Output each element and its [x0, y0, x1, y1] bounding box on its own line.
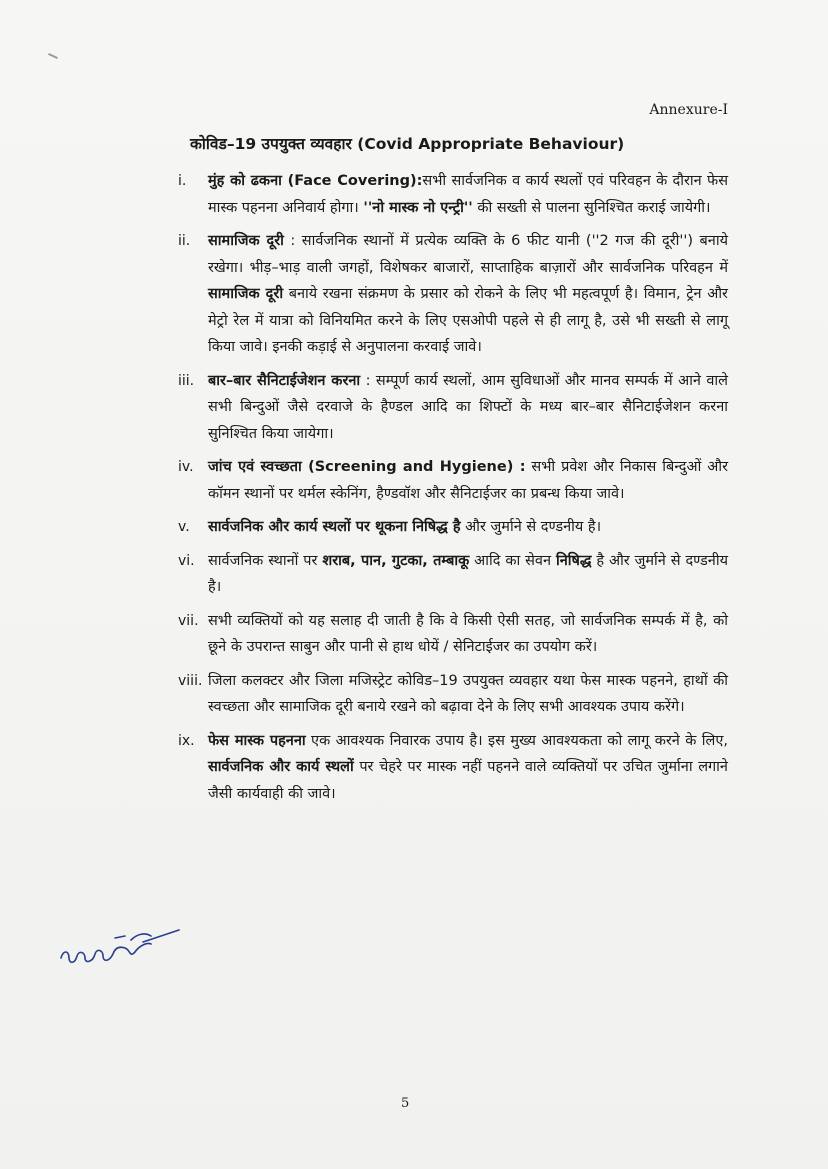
- list-item-number: vi.: [178, 552, 195, 569]
- guidelines-list: [178, 168, 728, 814]
- bold-phrase: सामाजिक दूरी: [208, 286, 284, 302]
- list-item-text: [208, 228, 728, 361]
- list-item-number: viii.: [178, 672, 203, 689]
- text-run: जिला कलक्टर और जिला मजिस्ट्रेट कोविड–19 उपयुक्त व्यवहार यथा फेस मास्क पहनने, हाथों की स्वच्छता और सामाजिक दूरी बनाये रखने को बढ़ावा देने के लिए सभी आवश्यक उपाय करेंगे।: [208, 672, 728, 715]
- list-item: [178, 168, 728, 221]
- list-item-text: [208, 454, 728, 507]
- bold-phrase: मुंह को ढकना (Face Covering):: [208, 173, 423, 189]
- list-item-number: v.: [178, 519, 190, 535]
- list-item-text: [208, 548, 728, 601]
- bold-phrase: फेस मास्क पहनना: [208, 732, 306, 749]
- bold-phrase: निषिद्ध: [555, 552, 592, 569]
- list-item-text: [208, 368, 728, 448]
- text-run: सभी सार्वजनिक व कार्य स्थलों एवं परिवहन के दौरान फेस मास्क पहनना अनिवार्य होगा।: [208, 173, 729, 216]
- list-item: [178, 454, 728, 507]
- text-run: बनाये रखना संक्रमण के प्रसार को रोकने के लिए भी महत्वपूर्ण है। विमान, ट्रेन और मेट्रो रेल में यात्रा को विनियमित करने के लिए एसओपी पहले से ही लागू है, उसे भी सख्ती से लागू किया जावे। इनकी कड़ाई से अनुपालना करवाई जावे।: [208, 286, 728, 355]
- list-item: [178, 368, 728, 448]
- list-item-number: iv.: [178, 459, 194, 475]
- list-item: [178, 548, 728, 601]
- text-run: और जुर्माने से दण्डनीय है।: [460, 519, 602, 535]
- page-number: 5: [401, 1096, 410, 1111]
- scan-speck: [48, 53, 58, 59]
- bold-phrase: सार्वजनिक और कार्य स्थलों पर थूकना निषिद्ध है: [208, 519, 461, 535]
- list-item: [178, 608, 728, 661]
- bold-phrase: सार्वजनिक और कार्य स्थलों: [208, 759, 354, 775]
- annexure-label: Annexure-I: [649, 102, 728, 118]
- list-item-number: ix.: [178, 732, 195, 749]
- text-run: सार्वजनिक स्थानों पर: [208, 552, 323, 569]
- text-run: : सार्वजनिक स्थानों में प्रत्येक व्यक्ति के 6 फीट यानी (''2 गज की दूरी'') बनाये रखेगा। भीड़–भाड़ वाली जगहों, विशेषकर बाजारों, साप्ताहिक बाज़ारों और सार्वजनिक परिवहन में: [208, 233, 728, 276]
- text-run: : सम्पूर्ण कार्य स्थलों, आम सुविधाओं और मानव सम्पर्क में आने वाले सभी बिन्दुओं जैसे दरवाजे के हैण्डल आदि का शिफ्टों के मध्य बार–बार सैनिटाईजेशन करना सुनिश्चित किया जायेगा।: [208, 372, 728, 442]
- bold-phrase: शराब, पान, गुटका, तम्बाकू: [322, 552, 470, 569]
- list-item: [178, 228, 728, 361]
- text-run: एक आवश्यक निवारक उपाय है। इस मुख्य आवश्यकता को लागू करने के लिए,: [305, 732, 728, 749]
- list-item-text: [208, 728, 728, 808]
- list-item-text: [208, 514, 728, 541]
- bold-phrase: बार–बार सैनिटाईजेशन करना: [208, 372, 361, 389]
- list-item: [178, 668, 728, 721]
- list-item-number: ii.: [178, 233, 191, 249]
- list-item-text: [208, 168, 728, 221]
- list-item-text: [208, 608, 728, 661]
- bold-phrase: ''नो मास्क नो एन्ट्री'': [363, 199, 473, 216]
- list-item: [178, 514, 728, 541]
- text-run: की सख्ती से पालना सुनिश्चित कराई जायेगी।: [472, 199, 711, 216]
- text-run: आदि का सेवन: [469, 552, 556, 569]
- document-title: कोविड–19 उपयुक्त व्यवहार (Covid Appropriate Behaviour): [190, 135, 625, 153]
- bold-phrase: सामाजिक दूरी: [208, 233, 284, 249]
- list-item-text: [208, 668, 728, 721]
- bold-phrase: जांच एवं स्वच्छता (Screening and Hygiene) :: [208, 459, 526, 475]
- text-run: सभी व्यक्तियों को यह सलाह दी जाती है कि वे किसी ऐसी सतह, जो सार्वजनिक सम्पर्क में है, को छूने के उपरान्त साबुन और पानी से हाथ धोयें / सेनिटाईजर का उपयोग करें।: [208, 612, 728, 655]
- handwritten-signature: [55, 928, 185, 982]
- text-run: पर चेहरे पर मास्क नहीं पहनने वाले व्यक्तियों पर उचित जुर्माना लगाने जैसी कार्यवाही की जावे।: [208, 759, 728, 802]
- text-run: है और जुर्माने से दण्डनीय है।: [208, 552, 729, 595]
- list-item-number: iii.: [178, 372, 195, 389]
- list-item-number: vii.: [178, 612, 199, 629]
- list-item-number: i.: [178, 173, 187, 189]
- text-run: सभी प्रवेश और निकास बिन्दुओं और कॉमन स्थानों पर थर्मल स्केनिंग, हैण्डवॉश और सैनिटाईजर का प्रबन्ध किया जावे।: [208, 459, 728, 502]
- list-item: [178, 728, 728, 808]
